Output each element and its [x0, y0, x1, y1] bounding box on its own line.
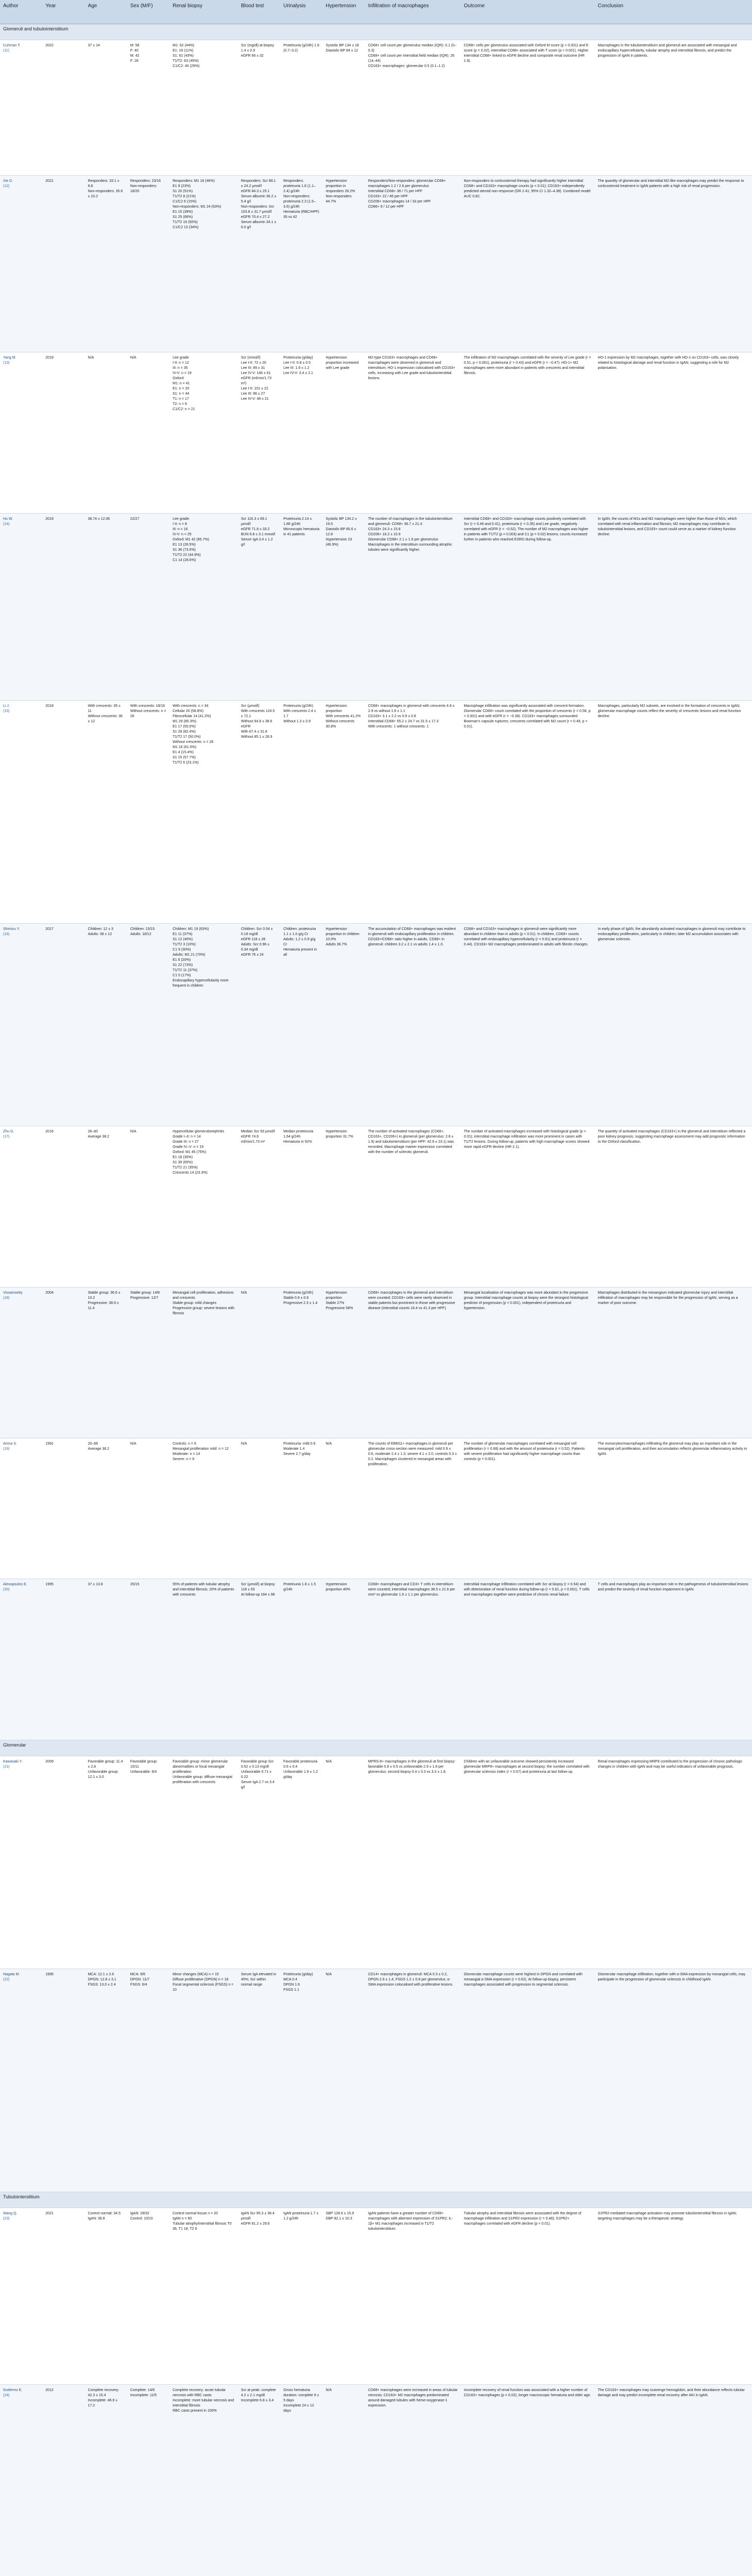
author-cell	[0, 1438, 42, 1579]
table-body	[0, 24, 752, 2576]
urinalysis-cell: Proteinuria (g/day) Lee I-II: 0.8 ± 0.5 Lee III: 1.9 ± 1.2 Lee IV-V: 3.4 ± 2.1	[280, 352, 322, 514]
renal-biopsy-cell: Favorable group: minor glomerular abnormalities or focal mesangial proliferation Unfavorable group: diffuse mesangial proliferation with crescents	[169, 1756, 238, 1969]
author-name: Kawasaki Y.	[3, 1760, 23, 1764]
author-name: Alexopoulos E.	[3, 1583, 27, 1586]
sex-cell: Complete: 14/6 Incomplete: 11/5	[127, 2385, 169, 2576]
blood-test-cell: Scr (mmol/l) Lee I-II: 72 ± 20 Lee III: 89 ± 31 Lee IV-V: 146 ± 61 eGFR (ml/min/1.73 m²) Lee I-II: 101 ± 22 Lee III: 86 ± 27 Lee IV-V: 48 ± 21	[238, 352, 280, 514]
urinalysis-cell: Proteinuria (g/24h) 1.9 (0.7–3.2)	[280, 40, 322, 176]
conclusion-cell: The quantity of activated macrophages (CD163+) in the glomeruli and interstitium reflected a poor kidney prognosis, suggesting macrophage assessment may add prognostic information to the Oxford classification.	[595, 1126, 752, 1287]
author-name: Vissamsetty	[3, 1291, 23, 1295]
conclusion-cell: Macrophages, particularly M2 subsets, are involved in the formation of crescents in IgAN; glomerular macrophage counts reflect the severity of crescentic lesions and renal function decline.	[595, 701, 752, 924]
section-title: Tubulointerstitium	[0, 2192, 752, 2208]
age-cell: Control normal: 34.5 IgAN: 36.8	[85, 2208, 127, 2385]
table-row	[0, 1287, 752, 1438]
author-name: Xie D.	[3, 179, 13, 183]
section-row	[0, 24, 752, 40]
outcome-cell: Macrophage infiltration was significantly associated with crescent formation. Glomerular CD68+ count correlated with the proportion of crescents (r = 0.58, p < 0.001) and with eGFR (r = −0.38). CD163+ macrophages surrounded Bowman’s capsule ruptures; crescents correlated with M2 count (r = 0.49, p < 0.01).	[461, 701, 595, 924]
hypertension-cell: Hypertension proportion Stable 27% Progressive 58%	[322, 1287, 365, 1438]
header-row	[0, 0, 752, 24]
hypertension-cell: Hypertension proportion 31.7%	[322, 1126, 365, 1287]
hypertension-cell: Hypertension proportion in responders 28.2% Non-responders 44.7%	[322, 176, 365, 352]
age-cell: 20–68 Average 36.2	[85, 1438, 127, 1579]
infiltration-cell: CD68+ macrophages in glomeruli with crescents 4.8 ± 2.9 vs without 1.6 ± 1.1 CD163+ 3.1 ± 2.2 vs 0.9 ± 0.8 Interstitial CD68+ 55.2 ± 24.7 vs 31.5 ± 17.3 With crescents: 1 without crescents: 1	[365, 701, 461, 924]
infiltration-cell: CD68+ macrophages in the glomeruli and interstitium were counted; CD163+ cells were rarely observed in stable patients but prominent in those with progressive disease (interstitial counts 16.4 vs 41.3 per HPF).	[365, 1287, 461, 1438]
citation-link[interactable]: (18)	[3, 1296, 10, 1300]
sex-cell: N/A	[127, 1438, 169, 1579]
sex-cell: 25/15	[127, 1579, 169, 1740]
year-cell: 1995	[42, 1579, 84, 1740]
author-name: Li J.	[3, 704, 10, 708]
column-header-outcome: Outcome	[461, 0, 595, 24]
blood-test-cell: Responders: Scr 88.1 ± 24.2 μmol/l eGFR 84.3 ± 25.1 Serum albumin 36.2 ± 5.4 g/l Non-responders: Scr 103.8 ± 31.7 μmol/l eGFR 70.4 ± 27.2 Serum albumin 34.1 ± 6.0 g/l	[238, 176, 280, 352]
infiltration-cell: IgAN patients have a greater number of CD68+ macrophages with aberrant expression of S1PR2; IL-1β+ M1 macrophages increased in T1/T2 tubulointerstitium.	[365, 2208, 461, 2385]
blood-test-cell: Children: Scr 0.54 ± 0.18 mg/dl eGFR 118 ± 28 Adults: Scr 0.96 ± 0.34 mg/dl eGFR 76 ± 24	[238, 924, 280, 1126]
section-title: Glomerular	[0, 1740, 752, 1756]
citation-link[interactable]: (24)	[3, 2394, 10, 2397]
table-row	[0, 352, 752, 514]
table-row	[0, 1579, 752, 1740]
conclusion-cell: S1PR2-mediated macrophage activation may promote tubulointerstitial fibrosis in IgAN; targeting macrophages may be a therapeutic strategy.	[595, 2208, 752, 2385]
author-name: Hu W.	[3, 517, 13, 521]
sex-cell: Stable group: 14/8 Progressive: 12/7	[127, 1287, 169, 1438]
author-name: Nagata M.	[3, 1973, 20, 1976]
year-cell: 2009	[42, 1756, 84, 1969]
year-cell: 2021	[42, 2208, 84, 2385]
outcome-cell: Children with an unfavorable outcome showed persistently increased glomerular MRP8+ macrophages at second biopsy; the number correlated with glomerular sclerosis index (r = 0.57) and proteinuria at last follow-up.	[461, 1756, 595, 1969]
sex-cell: With crescents: 18/16 Without crescents: n = 26	[127, 701, 169, 924]
table-row	[0, 2385, 752, 2576]
outcome-cell: Glomerular macrophage counts were highest in DPGN and correlated with mesangial α-SMA expression (r = 0.62). At follow-up biopsy, persistent macrophages associated with progression to segmental sclerosis.	[461, 1969, 595, 2192]
table-header	[0, 0, 752, 24]
hypertension-cell: Hypertension proportion increased with Lee grade	[322, 352, 365, 514]
section-title: Glomeruli and tubulointerstitium	[0, 24, 752, 40]
renal-biopsy-cell: Lee grade I-II: n = 12 III: n = 35 IV-V: n = 19 Oxford: M1: n = 41 E1: n = 20 S1: n = 44 T1: n = 17 T2: n = 6 C1/C2: n = 21	[169, 352, 238, 514]
infiltration-cell: The counts of EBM11+ macrophages in glomeruli per glomerular cross-section were measured: mild 0.9 ± 0.6, moderate 2.4 ± 1.3, severe 4.1 ± 2.0, controls 0.3 ± 0.2. Macrophages clustered in mesangial areas with proliferation.	[365, 1438, 461, 1579]
urinalysis-cell: Proteinuria (g/24h) Stable 0.9 ± 0.6 Progressive 2.3 ± 1.4	[280, 1287, 322, 1438]
renal-biopsy-cell: 55% of patients with tubular atrophy and interstitial fibrosis; 20% of patients with crescents	[169, 1579, 238, 1740]
author-cell	[0, 514, 42, 701]
sex-cell: N/A	[127, 1126, 169, 1287]
renal-biopsy-cell: M1: 62 (44%) E1: 16 (11%) S1: 61 (43%) T1/T2: 63 (45%) C1/C2: 40 (29%)	[169, 40, 238, 176]
blood-test-cell: Scr 116.3 ± 69.1 μmol/l eGFR 71.8 ± 33.2 BUN 6.8 ± 3.1 mmol/l Serum IgA 3.4 ± 1.2 g/l	[238, 514, 280, 701]
infiltration-cell: CD68+ macrophages and CD3+ T cells in interstitium were counted; interstitial macrophages 38.5 ± 21.6 per mm² vs glomerular 1.6 ± 1.1 per glomerulus.	[365, 1579, 461, 1740]
sex-cell: IgAN: 28/32 Control: 10/10	[127, 2208, 169, 2385]
outcome-cell: The number of activated macrophages increased with histological grade (p < 0.01); interstitial macrophage infiltration was more prominent in cases with T1/T2 lesions. During follow-up, patients with high macrophage scores showed more rapid eGFR decline (HR 2.1).	[461, 1126, 595, 1287]
citation-link[interactable]: (16)	[3, 933, 10, 936]
hypertension-cell: N/A	[322, 2385, 365, 2576]
infiltration-cell: The accumulation of CD68+ macrophages was evident in glomeruli with endocapillary proliferation in children. CD163+/CD68+ ratio higher in adults. CD68+ in glomeruli: children 3.2 ± 2.1 vs adults 1.4 ± 1.0.	[365, 924, 461, 1126]
sex-cell: Favorable group: 15/11 Unfavorable: 6/4	[127, 1756, 169, 1969]
year-cell: 2022	[42, 40, 84, 176]
table-row	[0, 1756, 752, 1969]
author-cell	[0, 1756, 42, 1969]
author-name: Zhu G.	[3, 1130, 14, 1133]
blood-test-cell: Scr (μmol/l) at biopsy 118 ± 53 At follow-up 164 ± 98	[238, 1579, 280, 1740]
hypertension-cell: Hypertension proportion in children 10.0% Adults 36.7%	[322, 924, 365, 1126]
year-cell: 2004	[42, 1287, 84, 1438]
conclusion-cell: In early phase of IgAN, the abundantly activated macrophages in glomeruli may contribute to endocapillary proliferation, particularly in children; later M2 accumulation associates with glomerular sclerosis.	[595, 924, 752, 1126]
conclusion-cell: HO-1 expression by M2 macrophages, together with HO-1 on CD163+ cells, was closely related to histological damage and renal function in IgAN, suggesting a role for M2 polarisation.	[595, 352, 752, 514]
infiltration-cell: CD68+ cell count per glomerulus median (IQR): 0.1 (0–0.3) CD68+ cell count per interstitial field median (IQR): 26 (14–44) CD163+ macrophages: glomerular 0.5 (0.1–1.2)	[365, 40, 461, 176]
citation-link[interactable]: (12)	[3, 184, 10, 188]
column-header-age: Age	[85, 0, 127, 24]
renal-biopsy-cell: Control normal tissue n = 20 IgAN n = 60 Tubular atrophy/interstitial fibrosis T0 36, T1 18, T2 6	[169, 2208, 238, 2385]
year-cell: 2021	[42, 176, 84, 352]
hypertension-cell: N/A	[322, 1969, 365, 2192]
year-cell: 2018	[42, 701, 84, 924]
renal-biopsy-cell: Minor changes (MCA) n = 15 Diffuse proliferative (DPGN) n = 18 Focal segmental sclerosis (FSGS) n = 10	[169, 1969, 238, 2192]
age-cell: Stable group: 36.6 ± 10.2 Progressive: 38.9 ± 11.4	[85, 1287, 127, 1438]
table-row	[0, 1126, 752, 1287]
column-header-conclusion: Conclusion	[595, 0, 752, 24]
urinalysis-cell: Proteinuria 1.8 ± 1.5 g/24h	[280, 1579, 322, 1740]
table-row	[0, 2208, 752, 2385]
year-cell: 2017	[42, 924, 84, 1126]
urinalysis-cell: Proteinuria (g/24h) With crescents 2.4 ± 1.7 Without 1.3 ± 0.9	[280, 701, 322, 924]
sex-cell: 22/27	[127, 514, 169, 701]
conclusion-cell: The quantity of glomerular and interstitial M2-like macrophages may predict the response to corticosteroid treatment in IgAN patients with a high risk of renal progression.	[595, 176, 752, 352]
author-cell	[0, 924, 42, 1126]
table-row	[0, 924, 752, 1126]
infiltration-cell: Responders/Non-responders: glomerular CD68+ macrophages 1.2 / 2.6 per glomerulus Interstitial CD68+ 38 / 71 per HPF CD163+ 22 / 46 per HPF CD206+ macrophages 14 / 33 per HPF CD86+ 9 / 12 per HPF	[365, 176, 461, 352]
year-cell: 2019	[42, 352, 84, 514]
age-cell: Children: 12 ± 3 Adults: 38 ± 12	[85, 924, 127, 1126]
sex-cell: MCA: 9/6 DPGN: 11/7 FSGS: 6/4	[127, 1969, 169, 2192]
urinalysis-cell: Favorable proteinuria 0.6 ± 0.4 Unfavorable 1.9 ± 1.2 g/day	[280, 1756, 322, 1969]
hypertension-cell: N/A	[322, 1756, 365, 1969]
author-cell	[0, 2385, 42, 2576]
author-name: Yang M.	[3, 356, 16, 360]
outcome-cell: Interstitial macrophage infiltration correlated with Scr at biopsy (r = 0.54) and with deterioration of renal function during follow-up (r = 0.61, p < 0.001). T cells and macrophages together were predictive of chronic renal failure.	[461, 1579, 595, 1740]
conclusion-cell: Macrophages in the tubulointerstitium and glomeruli are associated with mesangial and endocapillary hypercellularity, tubular atrophy and interstitial fibrosis, and predict the progression of IgAN in patients.	[595, 40, 752, 176]
hypertension-cell: SBP 128.6 ± 15.9 DBP 82.1 ± 10.3	[322, 2208, 365, 2385]
author-cell	[0, 1579, 42, 1740]
age-cell: With crescents: 35 ± 11 Without crescents: 36 ± 12	[85, 701, 127, 924]
age-cell: N/A	[85, 352, 127, 514]
urinalysis-cell: Proteinuria 2.14 ± 1.86 g/24h Microscopic hematuria in 41 patients	[280, 514, 322, 701]
renal-biopsy-cell: Complete recovery: acute tubular necrosis with RBC casts Incomplete: more tubular necrosis and interstitial fibrosis RBC casts present in 100%	[169, 2385, 238, 2576]
blood-test-cell: Scr at peak: complete 4.2 ± 2.1 mg/dl Incomplete 6.8 ± 3.4	[238, 2385, 280, 2576]
renal-biopsy-cell: Controls: n = 6 Mesangial proliferation mild: n = 12 Moderate: n = 14 Severe: n = 9	[169, 1438, 238, 1579]
conclusion-cell: T cells and macrophages play an important role in the pathogenesis of tubulointerstitial lesions and predict the severity of renal function impairment in IgAN.	[595, 1579, 752, 1740]
renal-biopsy-cell: Mesangial cell proliferation, adhesions and crescents Stable group: mild changes Progressive group: severe lesions with fibrosis	[169, 1287, 238, 1438]
age-cell: Favorable group: 11.4 ± 2.8 Unfavorable group: 12.1 ± 3.0	[85, 1756, 127, 1969]
column-header-renal-biopsy: Renal biopsy	[169, 0, 238, 24]
urinalysis-cell: Proteinuria (g/day) MCA 0.4 DPGN 1.6 FSGS 1.1	[280, 1969, 322, 2192]
author-name: Cuhman T.	[3, 44, 21, 47]
outcome-cell: Mesangial localisation of macrophages was more abundant in the progressive group. Interstitial macrophage counts at biopsy were the strongest histological predictor of progression (p < 0.001), independent of proteinuria and hypertension.	[461, 1287, 595, 1438]
column-header-sex: Sex (M/F)	[127, 0, 169, 24]
citation-link[interactable]: (11)	[3, 49, 9, 53]
renal-biopsy-cell: Lee grade: I-II: n = 8 III: n = 16 IV-V: n = 25 Oxford: M1 42 (85.7%) E1 13 (26.5%) S1 36 (73.5%) T1/T2 22 (44.9%) C1 14 (28.6%)	[169, 514, 238, 701]
author-name: Arima S.	[3, 1442, 17, 1446]
outcome-cell: Interstitial CD68+ and CD163+ macrophage counts positively correlated with Scr (r = 0.46 and 0.41), proteinuria (r = 0.35) and Lee grade, negatively correlated with eGFR (r = −0.52). The number of M2 macrophages was higher in patients with T1/T2 (p = 0.003) and C1 (p = 0.02) lesions; counts increased further in patients who reached ESRD during follow-up.	[461, 514, 595, 701]
sex-cell: M: 58 F: 40 M: 42 F: 28	[127, 40, 169, 176]
urinalysis-cell: Median proteinuria 1.64 g/24h Hematuria in 92%	[280, 1126, 322, 1287]
conclusion-cell: In IgAN, the counts of M1s and M2 macrophages were higher than those of M2s, which correlated with renal inflammation and fibrosis; M2 macrophages may contribute to tubulointerstitial lesions, and CD163+ count could serve as a marker of kidney function decline.	[595, 514, 752, 701]
urinalysis-cell: IgAN proteinuria 1.7 ± 1.2 g/24h	[280, 2208, 322, 2385]
blood-test-cell: IgAN Scr 95.3 ± 38.4 μmol/l eGFR 81.2 ± 29.6	[238, 2208, 280, 2385]
infiltration-cell: CD68+ macrophages were increased in areas of tubular necrosis; CD163+ M2 macrophages predominated around damaged tubules with heme-oxygenase-1 expression.	[365, 2385, 461, 2576]
urinalysis-cell: Children: proteinuria 1.1 ± 1.0 g/g Cr Adults: 1.2 ± 0.9 g/g Cr Hematuria present in all	[280, 924, 322, 1126]
citation-link[interactable]: (13)	[3, 361, 10, 365]
infiltration-cell: CD14+ macrophages in glomeruli: MCA 0.3 ± 0.2, DPGN 2.6 ± 1.4, FSGS 1.2 ± 0.8 per glomerulus; α-SMA expression colocalised with proliferative lesions.	[365, 1969, 461, 2192]
blood-test-cell: N/A	[238, 1287, 280, 1438]
urinalysis-cell: Proteinuria: mild 0.6 Moderate 1.4 Severe 2.7 g/day	[280, 1438, 322, 1579]
urinalysis-cell: Gross hematuria duration: complete 9 ± 5 days Incomplete 24 ± 12 days	[280, 2385, 322, 2576]
column-header-urinalysis: Urinalysis	[280, 0, 322, 24]
table-row	[0, 1438, 752, 1579]
author-cell	[0, 352, 42, 514]
age-cell: Complete recovery: 42.3 ± 15.4 Incomplete: 46.9 ± 17.2	[85, 2385, 127, 2576]
age-cell: 37 ± 14	[85, 40, 127, 176]
renal-biopsy-cell: Responders: M1 18 (46%) E1 9 (23%) S1 20 (51%) T1/T2 8 (21%) C1/C2 6 (15%) Non-responders: M1 24 (63%) E1 15 (39%) S1 25 (66%) T1/T2 19 (50%) C1/C2 13 (34%)	[169, 176, 238, 352]
year-cell: 2016	[42, 1126, 84, 1287]
sex-cell: Children: 15/15 Adults: 18/12	[127, 924, 169, 1126]
citation-link[interactable]: (14)	[3, 522, 10, 526]
author-cell	[0, 1126, 42, 1287]
section-row	[0, 1740, 752, 1756]
conclusion-cell: The CD163+ macrophages may scavenge hemoglobin, and their abundance reflects tubular damage and may predict incomplete renal recovery after AKI in IgAN.	[595, 2385, 752, 2576]
column-header-blood-test: Blood test	[238, 0, 280, 24]
hypertension-cell: Hypertension proportion 40%	[322, 1579, 365, 1740]
blood-test-cell: Scr (μmol/l) With crescents 124.5 ± 72.1 Without 94.8 ± 38.6 eGFR With 67.4 ± 31.8 Without 85.1 ± 28.9	[238, 701, 280, 924]
citation-link[interactable]: (15)	[3, 709, 10, 713]
age-cell: MCA: 12.1 ± 2.6 DPGN: 12.8 ± 3.1 FSGS: 13.0 ± 2.4	[85, 1969, 127, 2192]
hypertension-cell: Systolic BP 134 ± 18 Diastolic BP 84 ± 12	[322, 40, 365, 176]
infiltration-cell: The number of macrophages in the tubulointerstitium and glomeruli: CD68+ 36.7 ± 21.4 CD163+ 24.3 ± 15.8 CD206+ 18.2 ± 10.9 Glomerular CD68+ 2.1 ± 1.6 per glomerulus Macrophages in the interstitium surrounding atrophic tubules were significantly higher.	[365, 514, 461, 701]
table-row	[0, 701, 752, 924]
year-cell: 1995	[42, 1969, 84, 2192]
hypertension-cell: Hypertension proportion With crescents 41.2% Without crescents 30.8%	[322, 701, 365, 924]
table-row	[0, 176, 752, 352]
table-row	[0, 1969, 752, 2192]
author-name: Wang Q.	[3, 2212, 18, 2215]
column-header-hypertension: Hypertension	[322, 0, 365, 24]
outcome-cell: CD68+ cells per glomerulus associated with Oxford M score (p < 0.001) and E score (p = 0.02); interstitial CD68+ associated with T score (p < 0.001). Higher interstitial CD68+ linked to eGFR decline and composite renal outcome (HR 1.8).	[461, 40, 595, 176]
author-cell	[0, 1287, 42, 1438]
outcome-cell: Non-responders to corticosteroid therapy had significantly higher interstitial CD68+ and CD163+ macrophage counts (p < 0.01); CD163+ independently predicted steroid non-response (OR 2.41; 95% CI 1.32–4.38). Combined model AUC 0.82.	[461, 176, 595, 352]
year-cell: 2019	[42, 514, 84, 701]
author-cell	[0, 1969, 42, 2192]
conclusion-cell: Glomerular macrophage infiltration, together with α-SMA expression by mesangial cells, may participate in the progression of glomerular sclerosis in childhood IgAN.	[595, 1969, 752, 2192]
citation-link[interactable]: (19)	[3, 1447, 10, 1451]
section-row	[0, 2192, 752, 2208]
hypertension-cell: N/A	[322, 1438, 365, 1579]
year-cell: 2012	[42, 2385, 84, 2576]
age-cell: 38.74 ± 12.06	[85, 514, 127, 701]
author-cell	[0, 2208, 42, 2385]
citation-link[interactable]: (21)	[3, 1765, 10, 1769]
age-cell: 26–60 Average 38.2	[85, 1126, 127, 1287]
conclusion-cell: Macrophages distributed in the mesangium indicated glomerular injury and interstitial infiltration of macrophages may be responsible for the progression of IgAN, serving as a marker of poor outcome.	[595, 1287, 752, 1438]
citation-link[interactable]: (17)	[3, 1135, 10, 1139]
sex-cell: Responders: 23/16 Non-responders: 18/20	[127, 176, 169, 352]
author-cell	[0, 176, 42, 352]
citation-link[interactable]: (20)	[3, 1588, 10, 1591]
column-header-infiltration: Infiltration of macrophages	[365, 0, 461, 24]
blood-test-cell: Median Scr 93 μmol/l eGFR 74.6 ml/min/1.73 m²	[238, 1126, 280, 1287]
conclusion-cell: The monocytes/macrophages infiltrating the glomeruli may play an important role in the mesangial cell proliferation, and their accumulation reflects glomerular inflammatory activity in IgAN.	[595, 1438, 752, 1579]
outcome-cell: Tubular atrophy and interstitial fibrosis were associated with the degree of macrophage infiltration and S1PR2 expression (r = 0.48); S1PR2+ macrophages correlated with eGFR decline (p < 0.01).	[461, 2208, 595, 2385]
author-cell	[0, 40, 42, 176]
age-cell: Responders: 33.1 ± 9.8 Non-responders: 35.6 ± 10.2	[85, 176, 127, 352]
outcome-cell: CD68+ and CD163+ macrophages in glomeruli were significantly more abundant in children than in adults (p < 0.01). In children, CD68+ counts correlated with endocapillary hypercellularity (r = 0.61) and proteinuria (r = 0.44). CD163+ M2 macrophages predominated in adults with fibrotic changes.	[461, 924, 595, 1126]
citation-link[interactable]: (23)	[3, 2217, 10, 2221]
citation-link[interactable]: (22)	[3, 1978, 10, 1981]
infiltration-cell: M2-type CD163+ macrophages and CD68+ macrophages were observed in glomeruli and interstitium; HO-1 expression colocalised with CD163+ cells, increasing with Lee grade and tubulointerstitial lesions.	[365, 352, 461, 514]
infiltration-cell: The number of activated macrophages (CD68+, CD163+, CD206+) in glomeruli (per glomerulus: 2.8 ± 1.9) and tubulointerstitium (per HPF: 42.6 ± 23.1) was recorded. Macrophage marker expression correlated with the number of sclerotic glomeruli.	[365, 1126, 461, 1287]
author-cell	[0, 701, 42, 924]
infiltration-cell: MPRS-8+ macrophages in the glomeruli at first biopsy: favorable 0.8 ± 0.5 vs unfavorable 2.9 ± 1.6 per glomerulus; second biopsy 0.4 ± 0.3 vs 3.3 ± 1.8.	[365, 1756, 461, 1969]
blood-test-cell: Scr (mg/dl) at biopsy 1.4 ± 0.9 eGFR 66 ± 32	[238, 40, 280, 176]
outcome-cell: The infiltration of M2 macrophages correlated with the severity of Lee grade (r = 0.51, p < 0.001), proteinuria (r = 0.43) and eGFR (r = −0.47). HO-1+ M2 macrophages were more abundant in patients with crescents and interstitial fibrosis.	[461, 352, 595, 514]
author-name: Gutiérrez E.	[3, 2388, 23, 2392]
outcome-cell: The number of glomerular macrophages correlated with mesangial cell proliferation (r = 0.68) and with the amount of proteinuria (r = 0.52). Patients with severe proliferation had significantly higher macrophage counts than controls (p < 0.001).	[461, 1438, 595, 1579]
renal-biopsy-cell: Children: M1 19 (63%) E1 11 (37%) S1 12 (40%) T1/T2 3 (10%) C1 9 (30%) Adults: M1 21 (70%) E1 6 (20%) S1 22 (73%) T1/T2 11 (37%) C1 5 (17%) Endocapillary hypercellularity more frequent in children	[169, 924, 238, 1126]
renal-biopsy-cell: Hypercellular glomerulonephritis Grade I–II: n = 14 Grade III: n = 27 Grade IV–V: n = 19 Oxford: M1 45 (75%) E1 18 (30%) S1 39 (65%) T1/T2 21 (35%) Crescents 14 (23.3%)	[169, 1126, 238, 1287]
urinalysis-cell: Responders: proteinuria 1.6 (1.1–2.4) g/24h Non-responders: proteinuria 2.3 (1.5–3.6) g/24h Hematuria (RBC/HPF) 35 vs 42	[280, 176, 322, 352]
column-header-year: Year	[42, 0, 84, 24]
outcome-cell: Incomplete recovery of renal function was associated with a higher number of CD163+ macrophages (p = 0.02), longer macroscopic hematuria and older age.	[461, 2385, 595, 2576]
conclusion-cell: Renal macrophages expressing MRP8 contributed to the progression of chronic pathologic changes in children with IgAN and may be useful indicators of unfavorable prognosis.	[595, 1756, 752, 1969]
sex-cell: N/A	[127, 352, 169, 514]
blood-test-cell: N/A	[238, 1438, 280, 1579]
hypertension-cell: Systolic BP 134.2 ± 19.5 Diastolic BP 85.6 ± 12.8 Hypertension 23 (46.9%)	[322, 514, 365, 701]
table-row	[0, 40, 752, 176]
author-name: Shimizu Y.	[3, 927, 20, 931]
year-cell: 1991	[42, 1438, 84, 1579]
column-header-author: Author	[0, 0, 42, 24]
age-cell: 37 ± 13.8	[85, 1579, 127, 1740]
blood-test-cell: Serum IgA elevated in 45%; Scr within normal range	[238, 1969, 280, 2192]
blood-test-cell: Favorable group Scr 0.52 ± 0.13 mg/dl Unfavorable 0.71 ± 0.22 Serum IgA 2.7 vs 3.4 g/l	[238, 1756, 280, 1969]
table-row	[0, 514, 752, 701]
renal-biopsy-cell: With crescents: n = 34 Cellular 20 (58.8%) Fibrocellular 14 (41.2%) M1 29 (85.3%) E1 17 (50.0%) S1 28 (82.4%) T1/T2 17 (50.0%) Without crescents: n = 26 M1 16 (61.5%) E1 4 (15.4%) S1 15 (57.7%) T1/T2 6 (23.1%)	[169, 701, 238, 924]
